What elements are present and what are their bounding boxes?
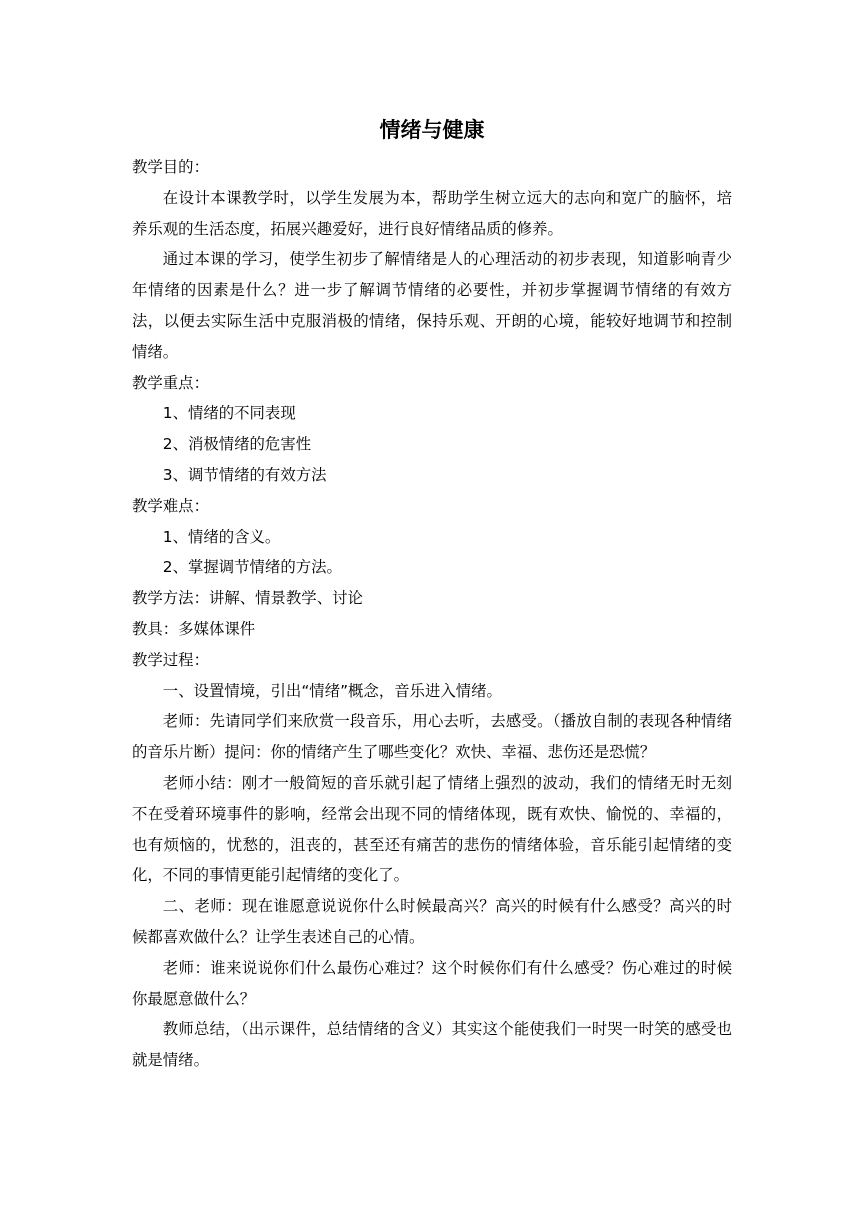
- difficulty-item: 1、情绪的含义。: [162, 527, 281, 546]
- key-point-item: 3、调节情绪的有效方法: [162, 465, 327, 484]
- key-point-item: 1、情绪的不同表现: [162, 404, 296, 423]
- difficulty-item: 2、掌握调节情绪的方法。: [162, 558, 342, 577]
- objective-heading: 教学目的：: [132, 158, 209, 176]
- process-heading: 教学过程：: [132, 650, 209, 669]
- objective-paragraph-2: 通过本课的学习，使学生初步了解情绪是人的心理活动的初步表现，知道影响青少年情绪的因素是什么？进一步了解调节情绪的必要性，并初步掌握调节情绪的有效方法，以便去实际生活中克服消极的情绪，保持乐观、开朗的心境，能较好地调节和控制情绪。: [132, 250, 732, 361]
- key-point-item: 2、消极情绪的危害性: [162, 435, 312, 454]
- process-paragraph: 老师：先请同学们来欣赏一段音乐，用心去听，去感受。（播放自制的表现各种情绪的音乐片断）提问：你的情绪产生了哪些变化？欢快、幸福、悲伤还是恐慌？: [132, 712, 732, 762]
- process-paragraph: 教师总结，（出示课件，总结情绪的含义）其实这个能使我们一时哭一时笑的感受也就是情绪。: [132, 1020, 732, 1070]
- document-title: 情绪与健康: [379, 118, 485, 142]
- process-paragraph: 一、设置情境，引出“情绪”概念，音乐进入情绪。: [162, 681, 502, 700]
- objective-paragraph-1: 在设计本课教学时，以学生发展为本，帮助学生树立远大的志向和宽广的脑怀，培养乐观的生活态度，拓展兴趣爱好，进行良好情绪品质的修养。: [132, 188, 732, 238]
- teaching-methods: 教学方法：讲解、情景教学、讨论: [132, 589, 363, 608]
- difficulties-heading: 教学难点：: [132, 496, 209, 515]
- document-body: [132, 152, 732, 1076]
- key-points-heading: 教学重点：: [132, 373, 209, 392]
- process-paragraph: 二、老师：现在谁愿意说说你什么时候最高兴？高兴的时候有什么感受？高兴的时候都喜欢做什么？让学生表述自己的心情。: [132, 897, 732, 946]
- document-page: [132, 112, 732, 1076]
- process-paragraph: 老师小结：刚才一般简短的音乐就引起了情绪上强烈的波动，我们的情绪无时无刻不在受着环境事件的影响，经常会出现不同的情绪体现，既有欢快、愉悦的、幸福的，也有烦恼的，忧愁的，沮丧的，甚至还有痛苦的悲伤的情绪体验，音乐能引起情绪的变化，不同的事情更能引起情绪的变化了。: [132, 773, 732, 885]
- process-paragraph: 老师：谁来说说你们什么最伤心难过？这个时候你们有什么感受？伤心难过的时候你最愿意做什么？: [132, 958, 732, 1008]
- teaching-tools: 教具：多媒体课件: [132, 619, 256, 638]
